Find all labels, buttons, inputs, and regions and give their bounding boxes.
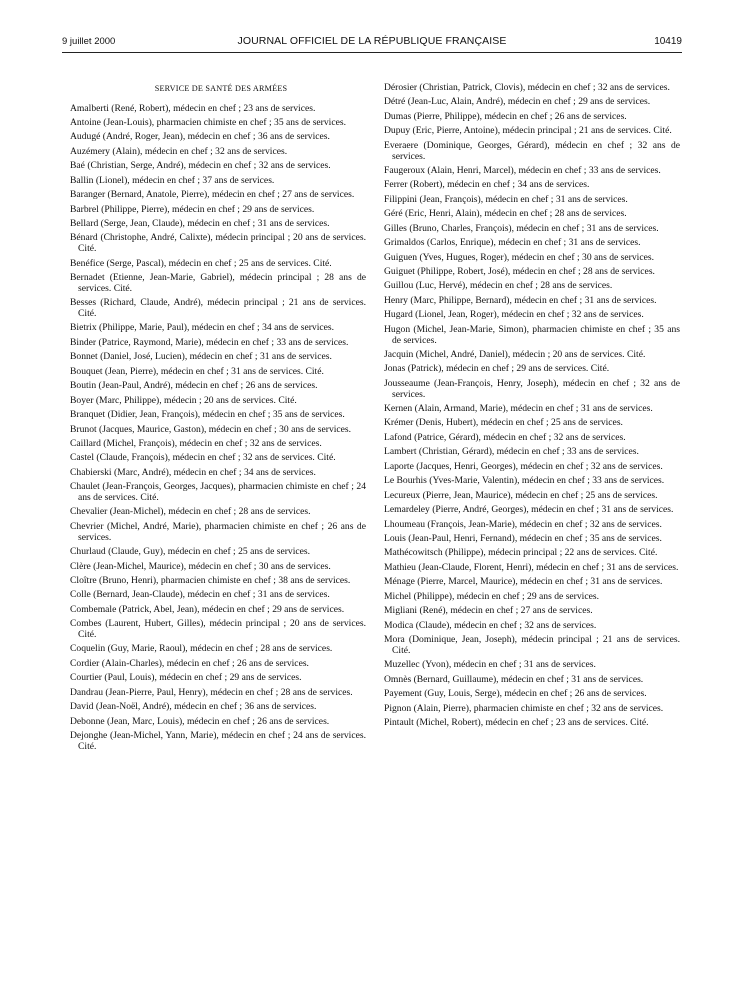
entry-paragraph: Bellard (Serge, Jean, Claude), médecin en chef ; 31 ans de services. bbox=[70, 218, 330, 230]
entry-paragraph: Jonas (Patrick), médecin en chef ; 29 ans de services. Cité. bbox=[384, 363, 610, 375]
entry-paragraph: Lambert (Christian, Gérard), médecin en chef ; 33 ans de services. bbox=[384, 446, 639, 458]
entry-paragraph: Amalberti (René, Robert), médecin en chef ; 23 ans de services. bbox=[70, 102, 316, 114]
entry-paragraph: Mathécowitsch (Philippe), médecin principal ; 22 ans de services. Cité. bbox=[384, 547, 658, 559]
header-page-number: 10419 bbox=[654, 36, 682, 47]
entry-paragraph: Chabierski (Marc, André), médecin en chef ; 34 ans de services. bbox=[70, 466, 316, 478]
entry-paragraph: Louis (Jean-Paul, Henri, Fernand), médecin en chef ; 35 ans de services. bbox=[384, 532, 662, 544]
right-column bbox=[384, 83, 680, 729]
entry-paragraph: Lafond (Patrice, Gérard), médecin en chef ; 32 ans de services. bbox=[384, 431, 626, 443]
entry-paragraph: Baranger (Bernard, Anatole, Pierre), médecin en chef ; 27 ans de services. bbox=[70, 189, 355, 201]
entry-paragraph: Dejonghe (Jean-Michel, Yann, Marie), médecin en chef ; 24 ans de services. Cité. bbox=[70, 730, 366, 752]
entry-paragraph: Jousseaume (Jean-François, Henry, Joseph), médecin en chef ; 32 ans de services. bbox=[384, 377, 680, 400]
entry-paragraph: Modica (Claude), médecin en chef ; 32 ans de services. bbox=[384, 619, 597, 631]
entry-paragraph: Laporte (Jacques, Henri, Georges), médecin en chef ; 32 ans de services. bbox=[384, 460, 663, 472]
entry-paragraph: Auzémery (Alain), médecin en chef ; 32 ans de services. bbox=[70, 145, 288, 157]
entry-paragraph: Chevrier (Michel, André, Marie), pharmacien chimiste en chef ; 26 ans de services. bbox=[70, 520, 366, 543]
entry-paragraph: Bietrix (Philippe, Marie, Paul), médecin en chef ; 34 ans de services. bbox=[70, 322, 335, 334]
entry-paragraph: Besses (Richard, Claude, André), médecin principal ; 21 ans de services. Cité. bbox=[70, 297, 366, 320]
entry-paragraph: Chevalier (Jean-Michel), médecin en chef ; 28 ans de services. bbox=[70, 506, 311, 518]
entry-paragraph: Kernen (Alain, Armand, Marie), médecin en chef ; 31 ans de services. bbox=[384, 403, 653, 414]
entry-paragraph: Gilles (Bruno, Charles, François), médecin en chef ; 31 ans de services. bbox=[384, 222, 659, 234]
entry-paragraph: Guillou (Luc, Hervé), médecin en chef ; 28 ans de services. bbox=[384, 280, 613, 292]
entry-paragraph: Dérosier (Christian, Patrick, Clovis), médecin en chef ; 32 ans de services. bbox=[384, 82, 670, 93]
entry-paragraph: Courtier (Paul, Louis), médecin en chef ; 29 ans de services. bbox=[70, 672, 302, 684]
entry-paragraph: Clère (Jean-Michel, Maurice), médecin en chef ; 30 ans de services. bbox=[70, 560, 331, 572]
entry-paragraph: Ménage (Pierre, Marcel, Maurice), médecin en chef ; 31 ans de services. bbox=[384, 576, 663, 588]
entry-paragraph: Combemale (Patrick, Abel, Jean), médecin en chef ; 29 ans de services. bbox=[70, 603, 345, 615]
entry-paragraph: Le Bourhis (Yves-Marie, Valentin), médecin en chef ; 33 ans de services. bbox=[384, 475, 665, 487]
entry-paragraph: Castel (Claude, François), médecin en chef ; 32 ans de services. Cité. bbox=[70, 452, 336, 464]
header-title: JOURNAL OFFICIEL DE LA RÉPUBLIQUE FRANÇAISE bbox=[237, 35, 507, 47]
entry-paragraph: Payement (Guy, Louis, Serge), médecin en chef ; 26 ans de services. bbox=[384, 688, 647, 700]
entry-paragraph: Ferrer (Robert), médecin en chef ; 34 ans de services. bbox=[384, 179, 590, 191]
entry-paragraph: Churlaud (Claude, Guy), médecin en chef ; 25 ans de services. bbox=[70, 546, 311, 558]
section-heading: SERVICE DE SANTÉ DES ARMÉES bbox=[154, 84, 288, 93]
entry-paragraph: Bonnet (Daniel, José, Lucien), médecin en chef ; 31 ans de services. bbox=[70, 351, 332, 363]
entry-paragraph: Hugard (Lionel, Jean, Roger), médecin en chef ; 32 ans de services. bbox=[384, 309, 644, 321]
header-date: 9 juillet 2000 bbox=[62, 36, 116, 47]
entry-paragraph: Benéfice (Serge, Pascal), médecin en chef ; 25 ans de services. Cité. bbox=[70, 257, 332, 269]
entry-paragraph: Géré (Eric, Henri, Alain), médecin en chef ; 28 ans de services. bbox=[384, 208, 627, 220]
entry-paragraph: Henry (Marc, Philippe, Bernard), médecin en chef ; 31 ans de services. bbox=[384, 294, 657, 306]
entry-paragraph: Caillard (Michel, François), médecin en chef ; 32 ans de services. bbox=[70, 437, 322, 449]
page-header bbox=[62, 34, 682, 53]
entry-paragraph: Lecureux (Pierre, Jean, Maurice), médecin en chef ; 25 ans de services. bbox=[384, 489, 658, 501]
entry-paragraph: Antoine (Jean-Louis), pharmacien chimiste en chef ; 35 ans de services. bbox=[70, 116, 346, 128]
entry-paragraph: Bernadet (Etienne, Jean-Marie, Gabriel), médecin principal ; 28 ans de services. Cité. bbox=[70, 272, 366, 294]
entry-paragraph: Pignon (Alain, Pierre), pharmacien chimiste en chef ; 32 ans de services. bbox=[384, 702, 664, 714]
entry-paragraph: Branquet (Didier, Jean, François), médecin en chef ; 35 ans de services. bbox=[70, 409, 345, 421]
entry-paragraph: Migliani (René), médecin en chef ; 27 ans de services. bbox=[384, 605, 593, 617]
entry-paragraph: Chaulet (Jean-François, Georges, Jacques), pharmacien chimiste en chef ; 24 ans de services. Cité. bbox=[70, 481, 366, 504]
entry-paragraph: Lemardeley (Pierre, André, Georges), médecin en chef ; 31 ans de services. bbox=[384, 504, 674, 516]
entry-paragraph: Coquelin (Guy, Marie, Raoul), médecin en chef ; 28 ans de services. bbox=[70, 643, 333, 655]
entry-paragraph: Pintault (Michel, Robert), médecin en chef ; 23 ans de services. Cité. bbox=[384, 716, 649, 728]
entry-paragraph: Binder (Patrice, Raymond, Marie), médecin en chef ; 33 ans de services. bbox=[70, 336, 349, 348]
entry-paragraph: Omnès (Bernard, Guillaume), médecin en chef ; 31 ans de services. bbox=[384, 673, 644, 685]
entry-paragraph: Debonne (Jean, Marc, Louis), médecin en chef ; 26 ans de services. bbox=[70, 715, 330, 727]
entry-paragraph: Cloître (Bruno, Henri), pharmacien chimiste en chef ; 38 ans de services. bbox=[70, 574, 351, 586]
entry-paragraph: Audugé (André, Roger, Jean), médecin en chef ; 36 ans de services. bbox=[70, 131, 330, 143]
entry-paragraph: Détré (Jean-Luc, Alain, André), médecin en chef ; 29 ans de services. bbox=[384, 96, 651, 108]
entry-paragraph: Ballin (Lionel), médecin en chef ; 37 ans de services. bbox=[70, 174, 275, 186]
entry-paragraph: Guiguen (Yves, Hugues, Roger), médecin en chef ; 30 ans de services. bbox=[384, 251, 654, 263]
entry-paragraph: Mathieu (Jean-Claude, Florent, Henri), médecin en chef ; 31 ans de services. bbox=[384, 561, 679, 573]
entry-paragraph: Combes (Laurent, Hubert, Gilles), médecin principal ; 20 ans de services. Cité. bbox=[70, 618, 366, 641]
entry-paragraph: Bouquet (Jean, Pierre), médecin en chef ; 31 ans de services. Cité. bbox=[70, 365, 324, 377]
entry-paragraph: Muzellec (Yvon), médecin en chef ; 31 ans de services. bbox=[384, 659, 596, 671]
entry-paragraph: Hugon (Michel, Jean-Marie, Simon), pharmacien chimiste en chef ; 35 ans de services. bbox=[384, 323, 680, 346]
entry-paragraph: David (Jean-Noël, André), médecin en chef ; 36 ans de services. bbox=[70, 701, 317, 713]
entry-paragraph: Brunot (Jacques, Maurice, Gaston), médecin en chef ; 30 ans de services. bbox=[70, 423, 352, 435]
entry-paragraph: Dandrau (Jean-Pierre, Paul, Henry), médecin en chef ; 28 ans de services. bbox=[70, 686, 353, 698]
entry-paragraph: Dumas (Pierre, Philippe), médecin en chef ; 26 ans de services. bbox=[384, 110, 627, 122]
entry-paragraph: Bénard (Christophe, André, Calixte), médecin principal ; 20 ans de services. Cité. bbox=[70, 232, 366, 255]
entry-paragraph: Grimaldos (Carlos, Enrique), médecin en chef ; 31 ans de services. bbox=[384, 237, 641, 249]
entry-paragraph: Lhoumeau (François, Jean-Marie), médecin en chef ; 32 ans de services. bbox=[384, 518, 662, 530]
entry-paragraph: Boutin (Jean-Paul, André), médecin en chef ; 26 ans de services. bbox=[70, 380, 318, 392]
entry-paragraph: Krémer (Denis, Hubert), médecin en chef ; 25 ans de services. bbox=[384, 417, 623, 429]
entry-paragraph: Michel (Philippe), médecin en chef ; 29 ans de services. bbox=[384, 590, 599, 602]
entry-paragraph: Mora (Dominique, Jean, Joseph), médecin principal ; 21 ans de services. Cité. bbox=[384, 634, 680, 656]
entry-paragraph: Colle (Bernard, Jean-Claude), médecin en chef ; 31 ans de services. bbox=[70, 589, 330, 601]
entry-paragraph: Boyer (Marc, Philippe), médecin ; 20 ans de services. Cité. bbox=[70, 394, 297, 406]
entry-paragraph: Cordier (Alain-Charles), médecin en chef ; 26 ans de services. bbox=[70, 657, 309, 669]
entry-paragraph: Faugeroux (Alain, Henri, Marcel), médecin en chef ; 33 ans de services. bbox=[384, 164, 661, 176]
entry-paragraph: Barbrel (Philippe, Pierre), médecin en chef ; 29 ans de services. bbox=[70, 203, 315, 215]
entry-paragraph: Dupuy (Eric, Pierre, Antoine), médecin principal ; 21 ans de services. Cité. bbox=[384, 125, 672, 137]
left-column bbox=[70, 84, 366, 753]
entry-paragraph: Jacquin (Michel, André, Daniel), médecin ; 20 ans de services. Cité. bbox=[384, 348, 646, 360]
entry-paragraph: Everaere (Dominique, Georges, Gérard), médecin en chef ; 32 ans de services. bbox=[384, 139, 680, 162]
entry-paragraph: Filippini (Jean, François), médecin en chef ; 31 ans de services. bbox=[384, 193, 628, 205]
entry-paragraph: Baé (Christian, Serge, André), médecin en chef ; 32 ans de services. bbox=[70, 160, 331, 172]
entry-paragraph: Guiguet (Philippe, Robert, José), médecin en chef ; 28 ans de services. bbox=[384, 266, 655, 277]
